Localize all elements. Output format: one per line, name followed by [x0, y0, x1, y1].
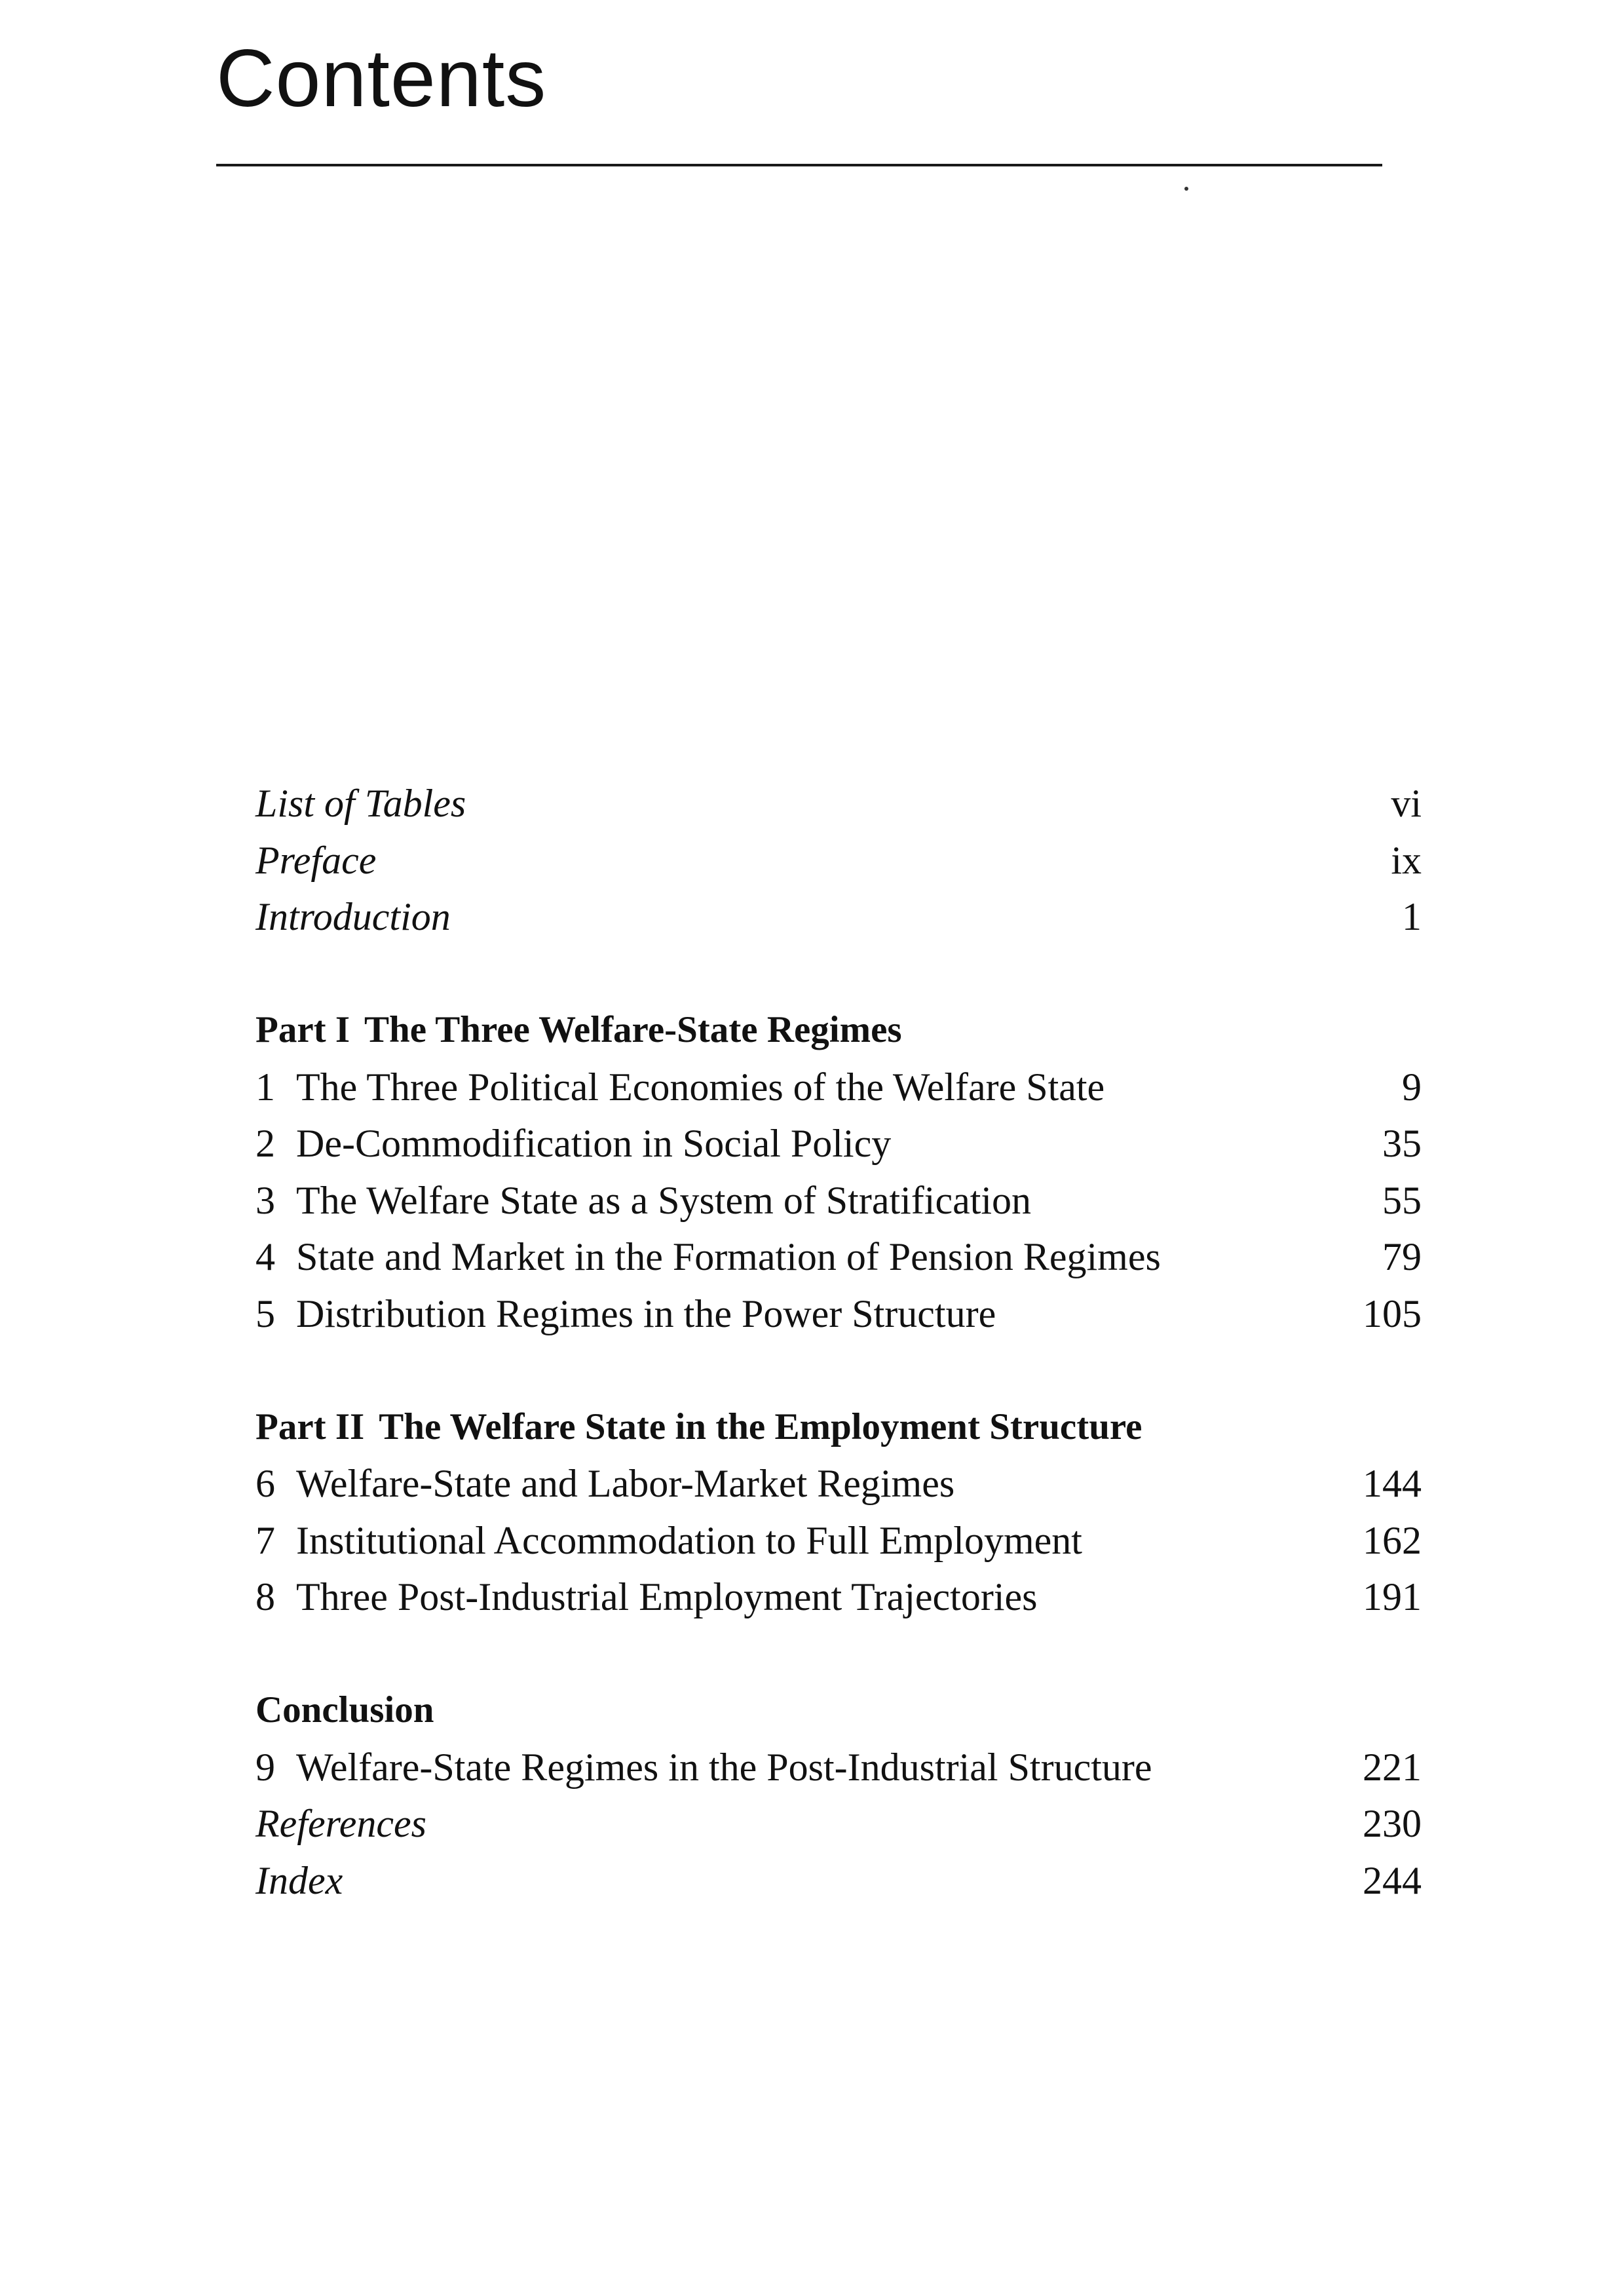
- part-title: The Three Welfare-State Regimes: [364, 1009, 902, 1050]
- entry-page: 230: [1363, 1802, 1422, 1845]
- chapter-title: De-Commodification in Social Policy: [296, 1122, 892, 1165]
- toc-entry-chapter-4[interactable]: [255, 1229, 1422, 1286]
- conclusion-heading: [255, 1682, 1422, 1739]
- toc-entry-preface[interactable]: [255, 832, 1422, 889]
- entry-label: Introduction: [255, 895, 451, 938]
- entry-label: List of Tables: [255, 782, 466, 825]
- entry-page: 191: [1363, 1575, 1422, 1618]
- entry-page: 105: [1363, 1292, 1422, 1335]
- toc-entry-chapter-5[interactable]: [255, 1286, 1422, 1343]
- part-2-heading: [255, 1399, 1422, 1456]
- toc-entry-chapter-7[interactable]: [255, 1512, 1422, 1569]
- chapter-number: 3: [255, 1178, 275, 1222]
- entry-label: Preface: [255, 838, 377, 882]
- part-number: Part I: [255, 1009, 350, 1050]
- toc-entry-chapter-8[interactable]: [255, 1569, 1422, 1626]
- chapter-title: State and Market in the Formation of Pension Regimes: [296, 1235, 1161, 1278]
- entry-page: 162: [1363, 1518, 1422, 1562]
- entry-page: 79: [1382, 1235, 1422, 1278]
- chapter-title: Three Post-Industrial Employment Trajectories: [296, 1575, 1038, 1618]
- entry-label: Index: [255, 1858, 343, 1902]
- toc-entry-chapter-9[interactable]: [255, 1739, 1422, 1796]
- entry-page: 9: [1402, 1065, 1422, 1109]
- toc-entry-list-of-tables[interactable]: [255, 775, 1422, 832]
- part-number: Part II: [255, 1406, 365, 1447]
- part-1-heading: [255, 1002, 1422, 1059]
- entry-page: 244: [1363, 1858, 1422, 1902]
- chapter-title: Welfare-State Regimes in the Post-Industrial Structure: [296, 1745, 1152, 1789]
- table-of-contents: [255, 775, 1422, 1909]
- toc-entry-chapter-3[interactable]: [255, 1172, 1422, 1229]
- chapter-number: 9: [255, 1745, 275, 1789]
- chapter-title: Institutional Accommodation to Full Employment: [296, 1518, 1082, 1562]
- toc-entry-index[interactable]: [255, 1852, 1422, 1909]
- chapter-number: 6: [255, 1462, 275, 1505]
- toc-entry-chapter-2[interactable]: [255, 1115, 1422, 1172]
- chapter-number: 7: [255, 1518, 275, 1562]
- entry-page: 35: [1382, 1122, 1422, 1165]
- toc-entry-chapter-1[interactable]: [255, 1059, 1422, 1116]
- toc-entry-introduction[interactable]: [255, 889, 1422, 946]
- entry-page: ix: [1391, 838, 1422, 882]
- chapter-title: Distribution Regimes in the Power Structure: [296, 1292, 996, 1335]
- chapter-number: 5: [255, 1292, 275, 1335]
- entry-page: 55: [1382, 1178, 1422, 1222]
- entry-page: 144: [1363, 1462, 1422, 1505]
- part-title: The Welfare State in the Employment Structure: [379, 1406, 1142, 1447]
- entry-page: vi: [1391, 782, 1422, 825]
- chapter-number: 8: [255, 1575, 275, 1618]
- chapter-title: Welfare-State and Labor-Market Regimes: [296, 1462, 955, 1505]
- chapter-number: 1: [255, 1065, 275, 1109]
- toc-entry-chapter-6[interactable]: [255, 1455, 1422, 1512]
- entry-page: 1: [1402, 895, 1422, 938]
- entry-label: References: [255, 1802, 426, 1845]
- chapter-number: 2: [255, 1122, 275, 1165]
- chapter-title: The Three Political Economies of the Welfare State: [296, 1065, 1105, 1109]
- chapter-number: 4: [255, 1235, 275, 1278]
- entry-page: 221: [1363, 1745, 1422, 1789]
- toc-entry-references[interactable]: [255, 1795, 1422, 1852]
- title-rule: [216, 164, 1382, 166]
- chapter-title: The Welfare State as a System of Stratification: [296, 1178, 1032, 1222]
- page-title: Contents: [216, 33, 547, 124]
- ink-speck: [1184, 187, 1188, 191]
- part-title: Conclusion: [255, 1689, 434, 1731]
